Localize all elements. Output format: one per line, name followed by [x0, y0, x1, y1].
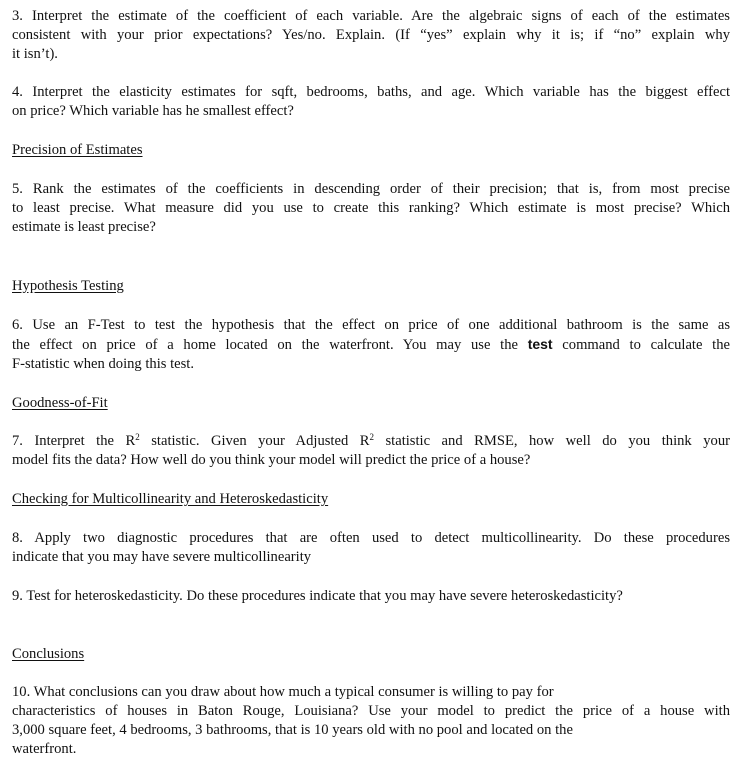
- question-7-line-2: model fits the data? How well do you think your model will predict the price of a house?: [12, 452, 531, 468]
- heading-checking-multicollinearity: Checking for Multicollinearity and Heteroskedasticity: [12, 491, 329, 507]
- question-3: [12, 7, 730, 64]
- question-3-line-3: it isn’t).: [12, 46, 58, 62]
- question-9-line-1: 9. Test for heteroskedasticity. Do these procedures indicate that you may have severe heteroskedasticity?: [12, 588, 623, 604]
- superscript-2: 2: [369, 432, 374, 442]
- question-5-line-1: 5. Rank the estimates of the coefficients in descending order of their precision; that is, from most precise: [12, 181, 730, 197]
- question-7: [12, 432, 730, 470]
- question-5-line-2: to least precise. What measure did you use to create this ranking? Which estimate is most precise? Which: [12, 200, 730, 216]
- question-6-line-2-before: the effect on price of a home located on the waterfront. You may use the: [12, 337, 528, 353]
- question-3-line-1: 3. Interpret the estimate of the coefficient of each variable. Are the algebraic signs of each of the estimates: [12, 8, 730, 24]
- question-10: [12, 683, 730, 759]
- question-10-line-3: 3,000 square feet, 4 bedrooms, 3 bathrooms, that is 10 years old with no pool and located on the: [12, 722, 573, 738]
- superscript-2: 2: [135, 432, 140, 442]
- question-5: [12, 180, 730, 237]
- heading-conclusions: Conclusions: [12, 646, 85, 662]
- heading-precision-of-estimates: Precision of Estimates: [12, 142, 143, 158]
- question-6-line-2-after: command to calculate the: [552, 337, 730, 353]
- question-4: [12, 83, 730, 121]
- question-10-line-2: characteristics of houses in Baton Rouge, Louisiana? Use your model to predict the price of a house with: [12, 703, 730, 719]
- test-command: test: [527, 336, 553, 352]
- question-10-line-1: 10. What conclusions can you draw about how much a typical consumer is willing to pay for: [12, 684, 554, 700]
- question-5-line-3: estimate is least precise?: [12, 219, 156, 235]
- question-9: [12, 587, 730, 606]
- question-6-line-3: F-statistic when doing this test.: [12, 356, 195, 372]
- question-6-line-1: 6. Use an F-Test to test the hypothesis that the effect on price of one additional bathroom is the same as: [12, 317, 730, 333]
- question-6-line-2: [12, 335, 730, 355]
- question-8-line-1: 8. Apply two diagnostic procedures that are often used to detect multicollinearity. Do these procedures: [12, 530, 730, 546]
- heading-hypothesis-testing: Hypothesis Testing: [12, 278, 124, 294]
- question-7-text-c: statistic and RMSE, how well do you think your: [373, 433, 730, 449]
- question-8-line-2: indicate that you may have severe multicollinearity: [12, 549, 312, 565]
- question-7-text-a: 7. Interpret the R: [12, 433, 136, 449]
- question-7-line-1: [12, 432, 730, 451]
- question-10-line-4: waterfront.: [12, 741, 77, 757]
- question-3-line-2: consistent with your prior expectations? Yes/no. Explain. (If “yes” explain why it is; if “no” explain why: [12, 27, 730, 43]
- question-6: [12, 316, 730, 374]
- heading-goodness-of-fit: Goodness-of-Fit: [12, 395, 108, 411]
- question-8: [12, 529, 730, 567]
- question-7-text-b: statistic. Given your Adjusted R: [139, 433, 370, 449]
- question-4-line-2: on price? Which variable has he smallest effect?: [12, 103, 294, 119]
- question-4-line-1: 4. Interpret the elasticity estimates for sqft, bedrooms, baths, and age. Which variable has the biggest effect: [12, 84, 730, 100]
